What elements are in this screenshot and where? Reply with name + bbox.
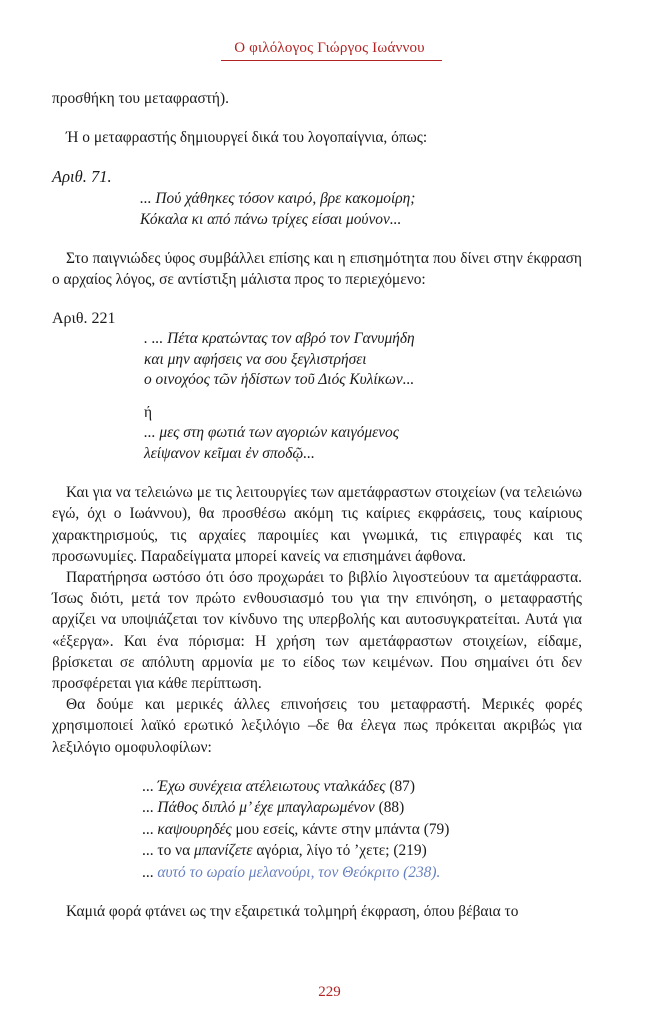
verse-block-71 [140,188,582,230]
header-underline [221,60,442,61]
verse-line: . ... Πέτα κρατώντας τον αβρό τον Γανυμήδη [144,330,415,348]
paragraph-bold-expression: Καμιά φορά φτάνει ως την εξαιρετικά τολμηρή έκφραση, όπου βέβαια το [66,903,519,921]
reference-71-label: Αριθ. 71. [52,167,112,187]
quote-item: ... Πάθος διπλό μ’ έχε μπαγλαρωμένον (88) [142,799,405,817]
quote-list [142,776,582,884]
verse-line: ... μες στη φωτιά των αγοριών καιγόμενος [144,424,399,442]
verse-block-221 [144,329,582,464]
quote-item: ... καψουρηδές μου εσείς, κάντε στην μπάντα (79) [142,820,450,838]
verse-line: Κόκαλα κι από πάνω τρίχες είσαι μούνον... [140,210,402,228]
quote-item: ... αυτό το ωραίο μελανούρι, τον Θεόκριτο (238). [142,863,441,881]
paragraph-ancient-speech: Στο παιγνιώδες ύφος συμβάλλει επίσης και η επισημότητα που δίνει στην έκφραση ο αρχαίος λόγος, σε αντίστιξη μάλιστα προς το περιεχόμενο: [52,249,582,288]
verse-line: και μην αφήσεις να σου ξεγλιστρήσει [144,350,367,368]
verse-line: ... Πού χάθηκες τόσον καιρό, βρε κακομοίρη; [140,189,416,207]
verse-line: λείψανον κεῖμαι ἐν σποδῷ... [144,444,315,462]
quote-item: ... το να μπανίζετε αγόρια, λίγο τό ’χετε; (219) [142,842,427,860]
quote-item: ... Έχω συνέχεια ατέλειωτους νταλκάδες (87) [142,777,415,795]
verse-or: ή [144,403,153,421]
paragraph-vocabulary: Θα δούμε και μερικές άλλες επινοήσεις του μεταφραστή. Μερικές φορές χρησιμοποιεί λαϊκό ερωτικό λεξιλόγιο –δε θα έλεγα πως πρόκειται ακριβώς για λεξιλόγιο ομοφυλοφίλων: [52,696,582,756]
paragraph-functions: Και για να τελειώνω με τις λειτουργίες των αμετάφραστων στοιχείων (να τελειώνω εγώ, όχι ο Ιωάννου), θα προσθέσω ακόμη τις καίριες εκφράσεις, τους καίριους χαρακτηρισμούς, τις αρχαίες παροιμίες και γνωμικά, τις επιγραφές και τις προσωνυμίες. Παραδείγματα μπορεί κανείς να επισημάνει άφθονα. [52,484,582,565]
paragraph-continuation: προσθήκη του μεταφραστή). [52,90,229,107]
reference-221-label: Αριθ. 221 [52,310,116,328]
paragraph-observation: Παρατήρησα ωστόσο ότι όσο προχωράει το βιβλίο λιγοστεύουν τα αμετάφραστα. Ίσως διότι, μετά τον πρώτο ενθουσιασμό του για την επινόηση, ο μεταφραστής αρχίζει να υποψιάζεται τον κίνδυνο της υπερβολής και αυτοσυγκρατείται. Αυτά για «έξεργα». Και ένα πόρισμα: Η χρήση των αμετάφραστων στοιχείων, είδαμε, βρίσκεται σε απόλυτη αρμονία με το είδος των κειμένων. Που σημαίνει ότι δεν προσφέρεται για κάθε περίπτωση. [52,569,582,693]
running-header: Ο φιλόλογος Γιώργος Ιωάννου [234,40,425,56]
page-body [52,88,582,923]
verse-line: ο οινοχόος τῶν ἡδίστων τοῦ Διός Κυλίκων... [144,371,415,389]
paragraph-intro-puns: Ή ο μεταφραστής δημιουργεί δικά του λογοπαίγνια, όπως: [66,129,428,147]
page-number: 229 [318,984,341,1000]
